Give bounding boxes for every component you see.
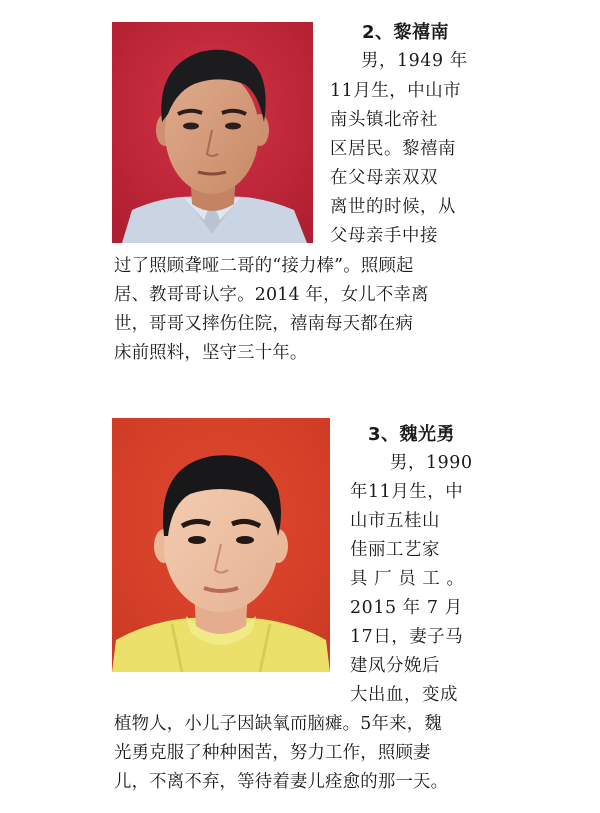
bio-line: 男，1990 <box>390 453 473 473</box>
bio-line: 建凤分娩后 <box>350 656 440 676</box>
portrait-photo-wei-guangyong <box>112 418 330 672</box>
portrait-photo-li-xinan <box>112 22 313 243</box>
portrait-image <box>112 418 330 672</box>
bio-line: 年11月生，中 <box>350 482 464 502</box>
bio-line: 区居民。黎禧南 <box>330 139 456 159</box>
bio-line: 儿，不离不弃，等待着妻儿痊愈的那一天。 <box>114 772 449 792</box>
bio-line: 床前照料，坚守三十年。 <box>114 343 308 363</box>
bio-line: 2015 年 7 月 <box>350 598 463 618</box>
bio-line: 光勇克服了种种困苦，努力工作，照顾妻 <box>114 743 431 763</box>
bio-line: 植物人，小儿子因缺氧而脑瘫。5年来，魏 <box>114 714 442 734</box>
bio-line: 在父母亲双双 <box>330 168 438 188</box>
bio-line: 居、教哥哥认字。2014 年，女儿不幸离 <box>114 285 429 305</box>
bio-line: 世，哥哥又摔伤住院，禧南每天都在病 <box>114 314 414 334</box>
bio-line: 大出血，变成 <box>350 685 458 705</box>
bio-line: 17日，妻子马 <box>350 627 464 647</box>
bio-line: 南头镇北帝社 <box>330 110 438 130</box>
bio-line: 佳丽工艺家 <box>350 540 440 560</box>
entry-title: 2、黎禧南 <box>362 22 450 43</box>
bio-line: 山市五桂山 <box>350 511 440 531</box>
portrait-image <box>112 22 313 243</box>
person-entry-1 <box>0 0 600 400</box>
bio-line: 男，1949 年 <box>361 51 468 71</box>
bio-line: 11月生，中山市 <box>330 81 462 101</box>
person-entry-2 <box>0 405 600 813</box>
entry-title: 3、魏光勇 <box>368 424 456 445</box>
bio-line: 具 厂 员 工 。 <box>350 569 465 589</box>
bio-line: 过了照顾聋哑二哥的“接力棒”。照顾起 <box>114 256 414 276</box>
bio-line: 离世的时候，从 <box>330 197 456 217</box>
bio-line: 父母亲手中接 <box>330 226 438 246</box>
